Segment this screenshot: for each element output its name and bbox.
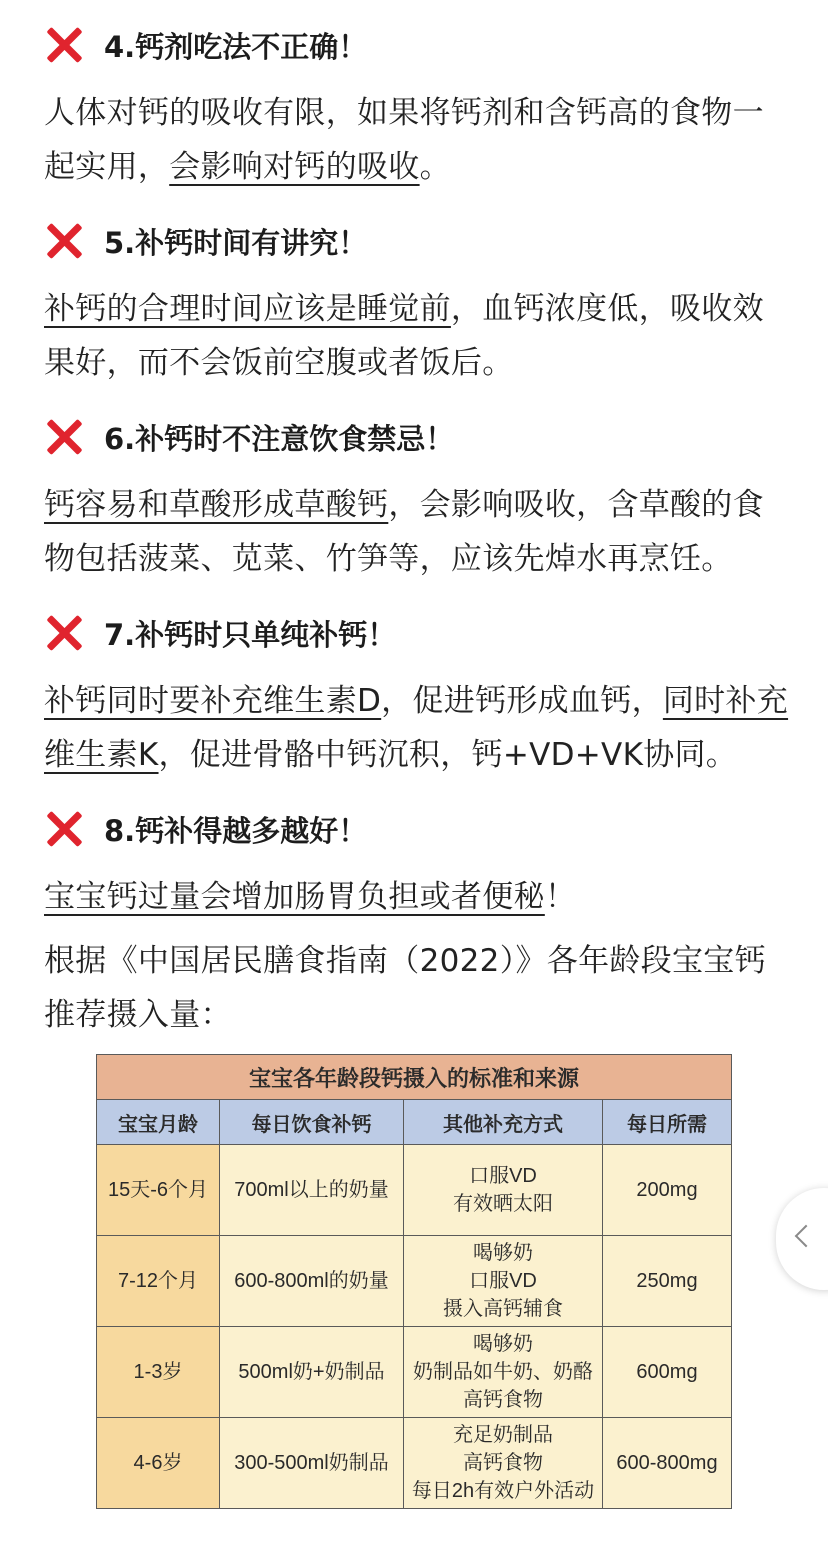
need-cell: 600-800mg <box>603 1418 732 1509</box>
section-heading <box>44 18 794 72</box>
table-row <box>97 1418 732 1509</box>
section-paragraph <box>44 282 794 390</box>
chevron-left-icon <box>795 1225 818 1248</box>
calcium-intake-table <box>96 1054 732 1509</box>
underlined-text: 补钙的合理时间应该是睡觉前 <box>44 291 451 327</box>
table-row <box>97 1236 732 1327</box>
underlined-text: 钙容易和草酸形成草酸钙 <box>44 487 389 523</box>
cross-icon <box>44 417 84 457</box>
cross-icon <box>44 809 84 849</box>
age-cell: 15天-6个月 <box>97 1145 220 1236</box>
paragraph-text: ，会影响吸收，含草酸的食物包括菠菜、苋菜、竹笋等，应该先焯水再烹饪。 <box>44 487 764 577</box>
section-heading-text: 5.补钙时间有讲究！ <box>104 225 368 260</box>
section-paragraph <box>44 86 794 194</box>
section-heading <box>44 606 794 660</box>
paragraph-text: ，促进钙形成血钙， <box>381 683 663 719</box>
need-cell: 600mg <box>603 1327 732 1418</box>
section-heading-text: 8.钙补得越多越好！ <box>104 813 368 848</box>
cross-icon <box>44 613 84 653</box>
column-header: 宝宝月龄 <box>97 1100 220 1145</box>
section-heading-text: 6.补钙时不注意饮食禁忌！ <box>104 421 455 456</box>
other-line: 摄入高钙辅食 <box>443 1298 563 1320</box>
diet-cell: 500ml奶+奶制品 <box>220 1327 404 1418</box>
table-row <box>97 1145 732 1236</box>
section-heading <box>44 214 794 268</box>
other-line: 口服VD <box>469 1270 537 1292</box>
other-line: 奶制品如牛奶、奶酪 <box>413 1361 593 1383</box>
table-caption: 宝宝各年龄段钙摄入的标准和来源 <box>97 1055 732 1100</box>
need-cell: 250mg <box>603 1236 732 1327</box>
column-header: 其他补充方式 <box>404 1100 603 1145</box>
underlined-text: 宝宝钙过量会增加肠胃负担或者便秘 <box>44 879 545 915</box>
paragraph-text: ！ <box>544 879 577 915</box>
other-line: 高钙食物 <box>463 1452 543 1474</box>
cross-icon <box>44 221 84 261</box>
other-cell <box>404 1145 603 1236</box>
collapse-side-tab[interactable] <box>776 1188 828 1290</box>
age-cell: 1-3岁 <box>97 1327 220 1418</box>
other-line: 喝够奶 <box>473 1242 533 1264</box>
other-cell <box>404 1236 603 1327</box>
diet-cell: 700ml以上的奶量 <box>220 1145 404 1236</box>
column-header: 每日饮食补钙 <box>220 1100 404 1145</box>
section-heading-text: 4.钙剂吃法不正确！ <box>104 29 368 64</box>
other-line: 高钙食物 <box>463 1389 543 1411</box>
other-line: 喝够奶 <box>473 1333 533 1355</box>
other-line: 有效晒太阳 <box>453 1193 553 1215</box>
column-header: 每日所需 <box>603 1100 732 1145</box>
cross-icon <box>44 25 84 65</box>
diet-cell: 600-800ml的奶量 <box>220 1236 404 1327</box>
intro-paragraph: 根据《中国居民膳食指南（2022）》各年龄段宝宝钙推荐摄入量： <box>44 943 766 1033</box>
underlined-text: 会影响对钙的吸收 <box>169 149 420 185</box>
other-cell <box>404 1418 603 1509</box>
underlined-text: 同时补充维生素K <box>44 683 789 773</box>
paragraph-text: ，血钙浓度低，吸收效果好，而不会饭前空腹或者饭后。 <box>44 291 764 381</box>
age-cell: 4-6岁 <box>97 1418 220 1509</box>
paragraph-text: 。 <box>419 149 451 185</box>
need-cell: 200mg <box>603 1145 732 1236</box>
paragraph-text: ，促进骨骼中钙沉积，钙+VD+VK协同。 <box>158 737 738 773</box>
section-paragraph <box>44 674 794 782</box>
underlined-text: 补钙同时要补充维生素D <box>44 683 382 719</box>
diet-cell: 300-500ml奶制品 <box>220 1418 404 1509</box>
age-cell: 7-12个月 <box>97 1236 220 1327</box>
section-heading-text: 7.补钙时只单纯补钙！ <box>104 617 397 652</box>
article-body <box>44 18 794 1062</box>
section-paragraph <box>44 478 794 586</box>
other-line: 每日2h有效户外活动 <box>411 1480 595 1502</box>
other-line: 口服VD <box>469 1165 537 1187</box>
section-heading <box>44 802 794 856</box>
other-line: 充足奶制品 <box>453 1424 553 1446</box>
paragraph-text: 人体对钙的吸收有限，如果将钙剂和含钙高的食物一起实用， <box>44 95 764 185</box>
other-cell <box>404 1327 603 1418</box>
section-heading <box>44 410 794 464</box>
section-paragraph <box>44 870 794 924</box>
table-row <box>97 1327 732 1418</box>
